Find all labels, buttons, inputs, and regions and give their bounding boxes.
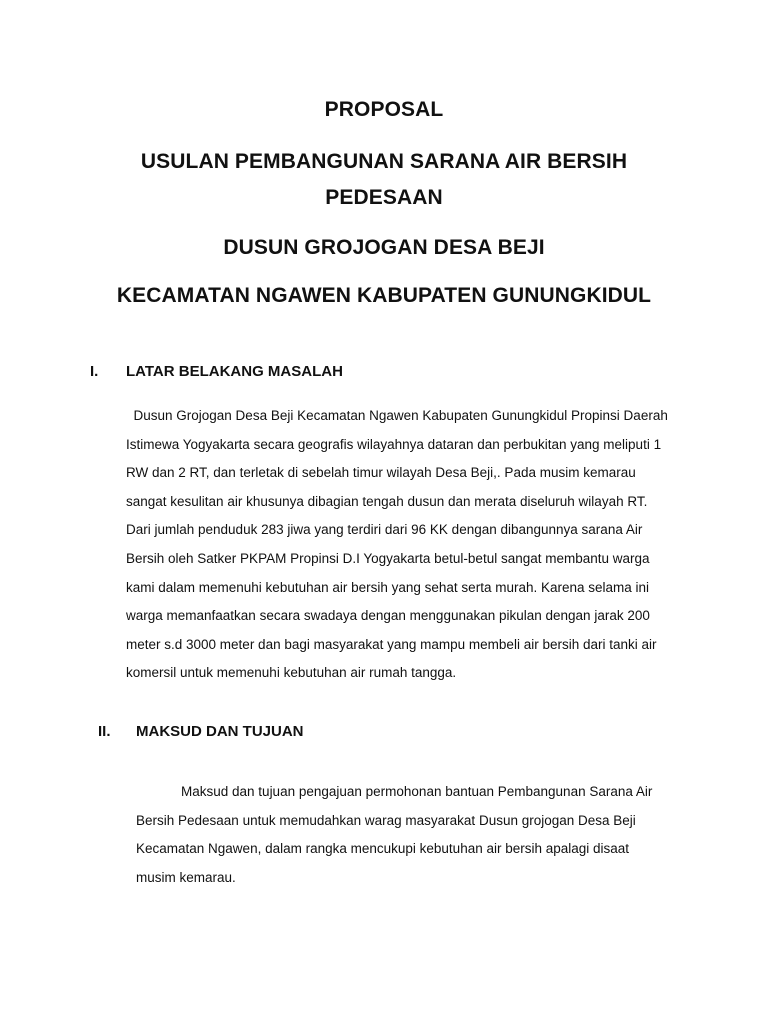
subtitle-line-1: USULAN PEMBANGUNAN SARANA AIR BERSIH <box>140 150 628 173</box>
body-line: sangat kesulitan air khusunya dibagian tengah dusun dan merata diseluruh wilayah RT. <box>126 493 648 509</box>
section-title: MAKSUD DAN TUJUAN <box>136 723 304 740</box>
body-line: Dari jumlah penduduk 283 jiwa yang terdiri dari 96 KK dengan dibangunnya sarana Air <box>126 522 643 538</box>
subtitle-line-2: PEDESAAN <box>325 186 443 209</box>
body-line: meter s.d 3000 meter dan bagi masyarakat yang mampu membeli air bersih dari tanki air <box>126 636 657 652</box>
section-body-1 <box>126 402 686 688</box>
body-line: Istimewa Yogyakarta secara geografis wilayahnya dataran dan perbukitan yang meliputi 1 <box>126 436 662 452</box>
body-line: warga memanfaatkan secara swadaya dengan menggunakan pikulan dengan jarak 200 <box>126 608 650 624</box>
document-subtitle <box>0 144 768 216</box>
section-number: II. <box>98 723 111 740</box>
section-body-2 <box>136 778 676 892</box>
body-line: musim kemarau. <box>136 869 236 885</box>
body-line: komersil untuk memenuhi kebutuhan air rumah tangga. <box>126 665 457 681</box>
section-number: I. <box>90 363 99 380</box>
body-line: Dusun Grojogan Desa Beji Kecamatan Ngawen Kabupaten Gunungkidul Propinsi Daerah <box>126 408 668 423</box>
location-line-2: KECAMATAN NGAWEN KABUPATEN GUNUNGKIDUL <box>116 284 652 307</box>
body-line: Kecamatan Ngawen, dalam rangka mencukupi kebutuhan air bersih apalagi disaat <box>136 841 630 857</box>
body-line: Bersih oleh Satker PKPAM Propinsi D.I Yogyakarta betul-betul sangat membantu warga <box>126 550 650 566</box>
body-line: kami dalam memenuhi kebutuhan air bersih yang sehat serta murah. Karena selama ini <box>126 579 650 595</box>
section-title: LATAR BELAKANG MASALAH <box>126 363 343 380</box>
body-line: RW dan 2 RT, dan terletak di sebelah timur wilayah Desa Beji,. Pada musim kemarau <box>126 465 636 481</box>
body-line: Maksud dan tujuan pengajuan permohonan bantuan Pembangunan Sarana Air <box>136 784 653 799</box>
location-line-1: DUSUN GROJOGAN DESA BEJI <box>223 236 545 259</box>
body-line: Bersih Pedesaan untuk memudahkan warag masyarakat Dusun grojogan Desa Beji <box>136 812 636 828</box>
document-title: PROPOSAL <box>324 98 444 121</box>
